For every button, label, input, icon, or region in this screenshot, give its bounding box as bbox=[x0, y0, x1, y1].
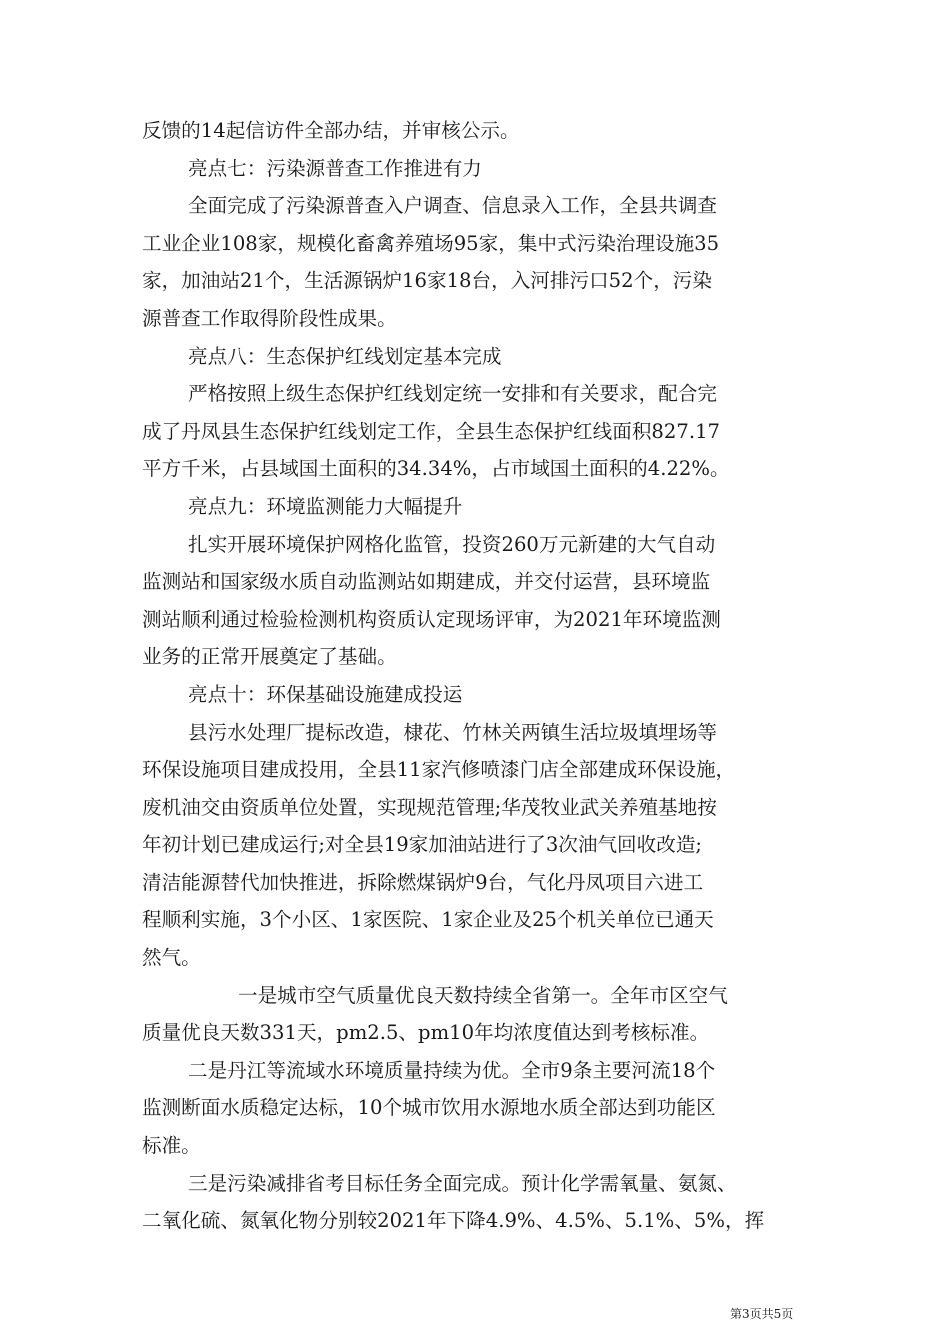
page-number-label: 第3页共5页 bbox=[730, 1307, 794, 1321]
paragraph-line: 二是丹江等流域水环境质量持续为优。全市9条主要河流18个 bbox=[188, 1058, 716, 1082]
paragraph-line: 反馈的14起信访件全部办结，并审核公示。 bbox=[142, 119, 520, 142]
paragraph-line: 测站顺利通过检验检测机构资质认定现场评审，为2021年环境监测 bbox=[142, 607, 721, 631]
paragraph-line: 工业企业108家，规模化畜禽养殖场95家，集中式污染治理设施35 bbox=[142, 231, 720, 255]
paragraph-line: 严格按照上级生态保护红线划定统一安排和有关要求，配合完 bbox=[188, 382, 718, 406]
paragraph-line: 源普查工作取得阶段性成果。 bbox=[142, 306, 397, 330]
paragraph-line: 然气。 bbox=[142, 946, 201, 970]
paragraph-line: 监测站和国家级水质自动监测站如期建成，并交付运营，县环境监 bbox=[142, 570, 711, 594]
document-body bbox=[142, 112, 822, 1240]
paragraph-line: 年初计划已建成运行;对全县19家加油站进行了3次油气回收改造; bbox=[142, 833, 703, 857]
paragraph-line: 废机油交由资质单位处置，实现规范管理;华茂牧业武关养殖基地按 bbox=[142, 795, 717, 819]
paragraph-line: 平方千米，占县域国土面积的34.34%，占市域国土面积的4.22%。 bbox=[142, 457, 730, 481]
section-heading: 亮点九：环境监测能力大幅提升 bbox=[188, 494, 463, 518]
paragraph-line: 监测断面水质稳定达标，10个城市饮用水源地水质全部达到功能区 bbox=[142, 1096, 716, 1120]
paragraph-line: 家，加油站21个，生活源锅炉16家18台，入河排污口52个，污染 bbox=[142, 269, 712, 293]
paragraph-line: 环保设施项目建成投用，全县11家汽修喷漆门店全部建成环保设施， bbox=[142, 758, 736, 782]
paragraph-line: 清洁能源替代加快推进，拆除燃煤锅炉9台，气化丹凤项目六进工 bbox=[142, 870, 704, 894]
paragraph-line: 三是污染减排省考目标任务全面完成。预计化学需氧量、氨氮、 bbox=[188, 1171, 737, 1195]
paragraph-line: 一是城市空气质量优良天数持续全省第一。全年市区空气 bbox=[238, 983, 728, 1007]
paragraph-line: 业务的正常开展奠定了基础。 bbox=[142, 645, 397, 669]
paragraph-line: 质量优良天数331天，pm2.5、pm10年均浓度值达到考核标准。 bbox=[142, 1021, 710, 1045]
paragraph-line: 全面完成了污染源普查入户调查、信息录入工作，全县共调查 bbox=[188, 194, 718, 218]
paragraph-line: 程顺利实施，3个小区、1家医院、1家企业及25个机关单位已通天 bbox=[142, 908, 714, 932]
paragraph-line: 扎实开展环境保护网格化监管，投资260万元新建的大气自动 bbox=[188, 532, 716, 556]
section-heading: 亮点八：生态保护红线划定基本完成 bbox=[188, 344, 502, 368]
section-heading: 亮点七：污染源普查工作推进有力 bbox=[188, 156, 482, 180]
paragraph-line: 成了丹凤县生态保护红线划定工作，全县生态保护红线面积827.17 bbox=[142, 419, 720, 443]
paragraph-line: 县污水处理厂提标改造，棣花、竹林关两镇生活垃圾填埋场等 bbox=[188, 720, 718, 744]
paragraph-line: 二氧化硫、氮氧化物分别较2021年下降4.9%、4.5%、5.1%、5%，挥 bbox=[142, 1209, 765, 1233]
section-heading: 亮点十：环保基础设施建成投运 bbox=[188, 682, 463, 706]
paragraph-line: 标准。 bbox=[142, 1134, 201, 1158]
